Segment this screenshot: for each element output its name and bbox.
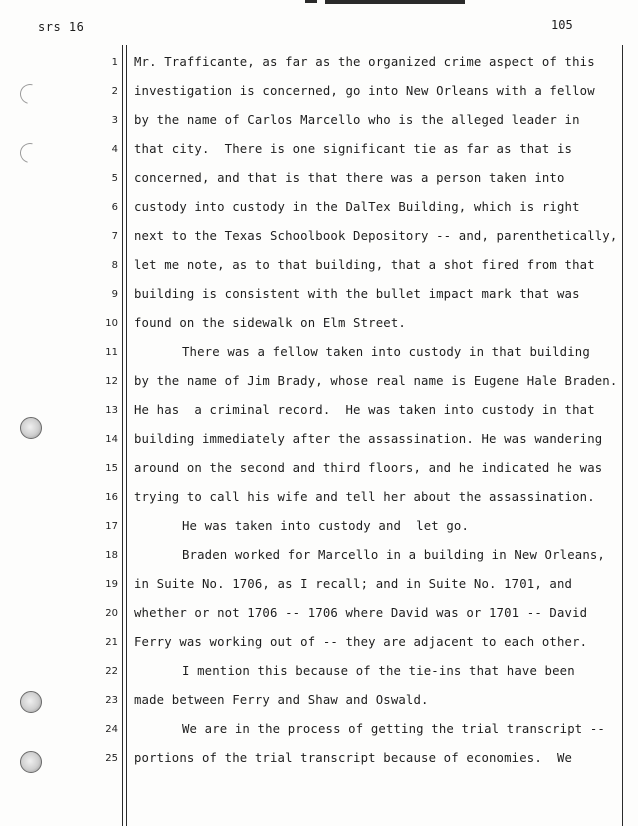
transcript-line: I mention this because of the tie-ins that have been (182, 664, 575, 678)
transcript-line: Braden worked for Marcello in a building in New Orleans, (182, 548, 605, 562)
transcript-line: by the name of Carlos Marcello who is the alleged leader in (134, 113, 580, 127)
line-number: 10 (105, 318, 118, 329)
line-number: 2 (111, 86, 118, 97)
line-number: 25 (105, 753, 118, 764)
line-number: 21 (105, 637, 118, 648)
transcript-line: by the name of Jim Brady, whose real name is Eugene Hale Braden. (134, 374, 618, 388)
transcript-line: Mr. Trafficante, as far as the organized crime aspect of this (134, 55, 595, 69)
line-number: 20 (105, 608, 118, 619)
transcript-line: He has a criminal record. He was taken into custody in that (134, 403, 595, 417)
line-number: 5 (111, 173, 118, 184)
transcript-line: building is consistent with the bullet impact mark that was (134, 287, 580, 301)
transcript-line: made between Ferry and Shaw and Oswald. (134, 693, 429, 707)
line-number: 17 (105, 521, 118, 532)
line-number: 22 (105, 666, 118, 677)
transcript-line: investigation is concerned, go into New Orleans with a fellow (134, 84, 595, 98)
document-id: srs 16 (38, 20, 85, 34)
line-number: 3 (111, 115, 118, 126)
transcript-line: let me note, as to that building, that a shot fired from that (134, 258, 595, 272)
transcript-line: found on the sidewalk on Elm Street. (134, 316, 406, 330)
line-number: 23 (105, 695, 118, 706)
transcript-line: There was a fellow taken into custody in that building (182, 345, 590, 359)
line-number: 6 (111, 202, 118, 213)
line-number: 15 (105, 463, 118, 474)
transcript-line: concerned, and that is that there was a person taken into (134, 171, 565, 185)
transcript-line: trying to call his wife and tell her about the assassination. (134, 490, 595, 504)
transcript-line: Ferry was working out of -- they are adjacent to each other. (134, 635, 588, 649)
transcript-line: We are in the process of getting the trial transcript -- (182, 722, 605, 736)
transcript-line: portions of the trial transcript because of economies. We (134, 751, 573, 765)
page-number: 105 (551, 18, 573, 32)
line-number: 13 (105, 405, 118, 416)
line-number: 18 (105, 550, 118, 561)
line-number: 24 (105, 724, 118, 735)
transcript-line: in Suite No. 1706, as I recall; and in Suite No. 1701, and (134, 577, 573, 591)
line-number: 14 (105, 434, 118, 445)
transcript-line: building immediately after the assassination. He was wandering (134, 432, 603, 446)
line-number: 7 (111, 231, 118, 242)
line-number: 4 (111, 144, 118, 155)
line-number: 11 (105, 347, 118, 358)
line-number: 16 (105, 492, 118, 503)
transcript-line: whether or not 1706 -- 1706 where David was or 1701 -- David (134, 606, 588, 620)
line-number: 1 (111, 57, 118, 68)
transcript-line: around on the second and third floors, and he indicated he was (134, 461, 603, 475)
line-number: 19 (105, 579, 118, 590)
line-number: 9 (111, 289, 118, 300)
line-number: 8 (111, 260, 118, 271)
line-number: 12 (105, 376, 118, 387)
transcript-line: next to the Texas Schoolbook Depository -- and, parenthetically, (134, 229, 618, 243)
transcript-line: that city. There is one significant tie as far as that is (134, 142, 573, 156)
transcript-line: He was taken into custody and let go. (182, 519, 470, 533)
transcript-line: custody into custody in the DalTex Building, which is right (134, 200, 580, 214)
